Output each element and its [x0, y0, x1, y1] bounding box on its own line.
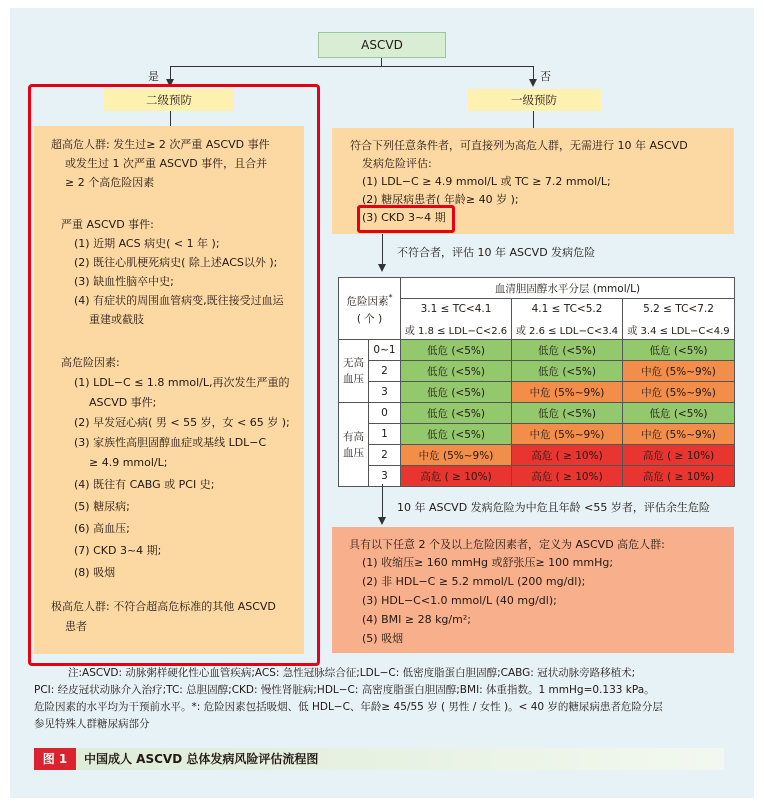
risk-factor-header: 危险因素* ( 个 ) — [339, 278, 401, 340]
col-header-l2: 或 3.4 ≤ LDL−C<4.9 — [623, 319, 735, 340]
risk-count: 3 — [369, 382, 401, 403]
primary-prevention-title: 一级预防 — [467, 89, 601, 111]
panel-line: 超高危人群: 发生过≥ 2 次严重 ASCVD 事件 — [51, 138, 270, 151]
col-header-l1: 5.2 ≤ TC<7.2 — [623, 299, 735, 320]
panel-line: (1) LDL−C ≤ 1.8 mmol/L,再次发生严重的 — [74, 376, 290, 389]
panel-line: (5) 糖尿病; — [74, 500, 130, 513]
risk-cell: 低危 (<5%) — [512, 361, 623, 382]
panel-line: (1) 近期 ACS 病史( < 1 年 ); — [74, 237, 220, 250]
highlight-box-ckd — [357, 205, 455, 233]
risk-cell: 高危 ( ≥ 10%) — [623, 466, 735, 487]
panel-line: (8) 吸烟 — [74, 566, 116, 579]
note-line: 危险因素的水平均为干预前水平。*: 危险因素包括吸烟、低 HDL−C、年龄≥ 45/55 岁 ( 男性 / 女性 )。< 40 岁的糖尿病患者危险分层 — [34, 701, 663, 713]
col-header-l2: 或 2.6 ≤ LDL−C<3.4 — [512, 319, 623, 340]
cholesterol-header: 血清胆固醇水平分层 (mmol/L) — [401, 278, 735, 299]
risk-count: 2 — [369, 361, 401, 382]
figure-label: 图 1 — [34, 748, 76, 770]
connector-primary — [533, 111, 534, 128]
panel-line: (3) 家族性高胆固醇血症或基线 LDL−C — [74, 436, 267, 449]
figure-caption — [34, 748, 724, 770]
lifetime-line: (3) HDL−C<1.0 mmol/L (40 mg/dl); — [362, 594, 557, 607]
ascvd-label: ASCVD — [361, 38, 403, 52]
no-label: 否 — [540, 70, 551, 83]
figure-title: 中国成人 ASCVD 总体发病风险评估流程图 — [84, 752, 319, 766]
panel-line: 重建或截肢 — [89, 313, 144, 326]
lifetime-line: (4) BMI ≥ 28 kg/m²; — [362, 613, 471, 626]
group-no-hypertension: 无高 血压 — [339, 340, 369, 403]
lifetime-line: (2) 非 HDL−C ≥ 5.2 mmol/L (200 mg/dl); — [362, 575, 586, 588]
highlight-box-secondary — [28, 84, 320, 666]
risk-count: 2 — [369, 445, 401, 466]
risk-cell: 低危 (<5%) — [401, 340, 512, 361]
panel-line: (7) CKD 3~4 期; — [74, 544, 162, 557]
risk-cell: 低危 (<5%) — [401, 403, 512, 424]
lifetime-line: (1) 收缩压≥ 160 mmHg 或舒张压≥ 100 mmHg; — [362, 556, 614, 569]
footnote — [34, 665, 734, 733]
panel-line: 高危险因素: — [61, 356, 120, 369]
secondary-prevention-title: 二级预防 — [104, 89, 234, 111]
risk-cell: 低危 (<5%) — [401, 361, 512, 382]
risk-cell: 高危 ( ≥ 10%) — [512, 466, 623, 487]
risk-cell: 低危 (<5%) — [623, 340, 735, 361]
note-line: 注:ASCVD: 动脉粥样硬化性心血管疾病;ACS: 急性冠脉综合征;LDL−C: 低密度脂蛋白胆固醇;CABG: 冠状动脉旁路移植术; — [68, 667, 636, 679]
risk-cell: 高危 ( ≥ 10%) — [512, 445, 623, 466]
risk-cell: 低危 (<5%) — [401, 424, 512, 445]
risk-cell: 中危 (5%~9%) — [512, 382, 623, 403]
lifetime-line: 具有以下任意 2 个及以上危险因素者，定义为 ASCVD 高危人群: — [349, 538, 665, 551]
panel-line: (3) 缺血性脑卒中史; — [74, 275, 174, 288]
panel-line: 极高危人群: 不符合超高危标准的其他 ASCVD — [51, 600, 276, 613]
col-header-l1: 3.1 ≤ TC<4.1 — [401, 299, 512, 320]
connector-yes — [170, 66, 171, 80]
risk-cell: 高危 ( ≥ 10%) — [623, 445, 735, 466]
criteria-line: (3) CKD 3~4 期 — [362, 211, 446, 224]
risk-count: 0~1 — [369, 340, 401, 361]
mid-risk-text: 10 年 ASCVD 发病危险为中危且年龄 <55 岁者，评估余生危险 — [397, 501, 710, 514]
risk-cell: 中危 (5%~9%) — [623, 382, 735, 403]
connector-top — [381, 58, 382, 66]
criteria-line: 符合下列任意条件者，可直接列为高危人群，无需进行 10 年 ASCVD — [350, 139, 688, 152]
panel-line: 或发生过 1 次严重 ASCVD 事件，且合并 — [65, 157, 268, 170]
panel-line: 患者 — [65, 620, 87, 633]
risk-cell: 低危 (<5%) — [512, 403, 623, 424]
panel-line: ≥ 4.9 mmol/L; — [89, 456, 168, 469]
connector-no — [533, 66, 534, 80]
risk-table — [338, 277, 735, 487]
risk-count: 1 — [369, 424, 401, 445]
risk-cell: 高危 ( ≥ 10%) — [401, 466, 512, 487]
risk-cell: 低危 (<5%) — [623, 403, 735, 424]
criteria-line: (1) LDL−C ≥ 4.9 mmol/L 或 TC ≥ 7.2 mmol/L; — [362, 175, 611, 188]
col-header-l2: 或 1.8 ≤ LDL−C<2.6 — [401, 319, 512, 340]
connector-table — [382, 484, 383, 518]
risk-cell: 中危 (5%~9%) — [623, 361, 735, 382]
risk-cell: 中危 (5%~9%) — [623, 424, 735, 445]
panel-line: ≥ 2 个高危险因素 — [65, 176, 155, 189]
lifetime-risk-panel — [332, 527, 734, 653]
panel-line: (6) 高血压; — [74, 522, 130, 535]
connector-split — [170, 66, 534, 67]
criteria-line: 发病危险评估: — [362, 157, 432, 170]
panel-line: (4) 有症状的周围血管病变,既往接受过血运 — [74, 294, 284, 307]
group-hypertension: 有高 血压 — [339, 403, 369, 487]
ascvd-node — [318, 32, 446, 58]
risk-count: 0 — [369, 403, 401, 424]
arrow-no-icon — [529, 79, 537, 87]
note-line: 参见特殊人群糖尿病部分 — [34, 718, 150, 730]
risk-cell: 低危 (<5%) — [512, 340, 623, 361]
panel-line: (4) 既往有 CABG 或 PCI 史; — [74, 478, 215, 491]
connector-criteria — [382, 234, 383, 264]
risk-cell: 低危 (<5%) — [401, 382, 512, 403]
lifetime-line: (5) 吸烟 — [362, 632, 404, 645]
yes-label: 是 — [148, 70, 159, 83]
col-header-l1: 4.1 ≤ TC<5.2 — [512, 299, 623, 320]
risk-count: 3 — [369, 466, 401, 487]
arrow-down-icon — [378, 517, 386, 525]
panel-line: (2) 早发冠心病( 男 < 55 岁，女 < 65 岁 ); — [74, 416, 290, 429]
criteria-line: (2) 糖尿病患者( 年龄≥ 40 岁 ); — [362, 193, 519, 206]
not-meet-text: 不符合者，评估 10 年 ASCVD 发病危险 — [397, 246, 596, 259]
note-line: PCI: 经皮冠状动脉介入治疗;TC: 总胆固醇;CKD: 慢性肾脏病;HDL−C: 高密度脂蛋白胆固醇;BMI: 体重指数。1 mmHg=0.133 kPa。 — [34, 684, 655, 696]
risk-cell: 中危 (5%~9%) — [401, 445, 512, 466]
panel-line: ASCVD 事件; — [89, 396, 157, 409]
arrow-down-icon — [378, 264, 386, 272]
panel-line: 严重 ASCVD 事件: — [61, 218, 154, 231]
panel-line: (2) 既往心肌梗死病史( 除上述ACS以外 ); — [74, 256, 278, 269]
risk-cell: 中危 (5%~9%) — [512, 424, 623, 445]
